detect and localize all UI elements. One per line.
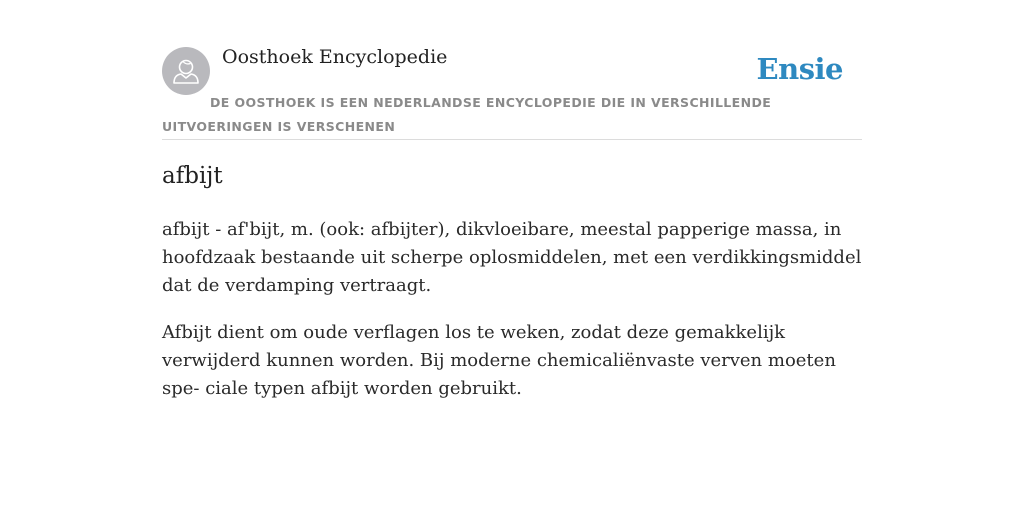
user-avatar-icon — [162, 47, 210, 95]
brand-logo-link[interactable]: Ensie — [756, 52, 843, 86]
entry-body — [162, 216, 862, 422]
source-header — [162, 46, 862, 140]
source-description: DE OOSTHOEK IS EEN NEDERLANDSE ENCYCLOPEDIE DIE IN VERSCHILLENDE UITVOERINGEN IS VERSCHENEN — [162, 95, 772, 134]
entry-paragraph: Afbijt dient om oude verflagen los te weken, zodat deze gemakkelijk verwijderd kunnen worden. Bij moderne chemicaliënvaste verven moeten spe- ciale typen afbijt worden gebruikt. — [162, 322, 836, 399]
entry-paragraph: afbijt - af'bijt, m. (ook: afbijter), dikvloeibare, meestal papperige massa, in hoofdzaak bestaande uit scherpe oplosmiddelen, met een verdikkingsmiddel dat de verdamping vertraagt. — [162, 219, 862, 296]
source-title-link[interactable]: Oosthoek Encyclopedie — [222, 46, 448, 68]
source-avatar[interactable] — [162, 47, 210, 95]
entry-title: afbijt — [162, 163, 223, 189]
